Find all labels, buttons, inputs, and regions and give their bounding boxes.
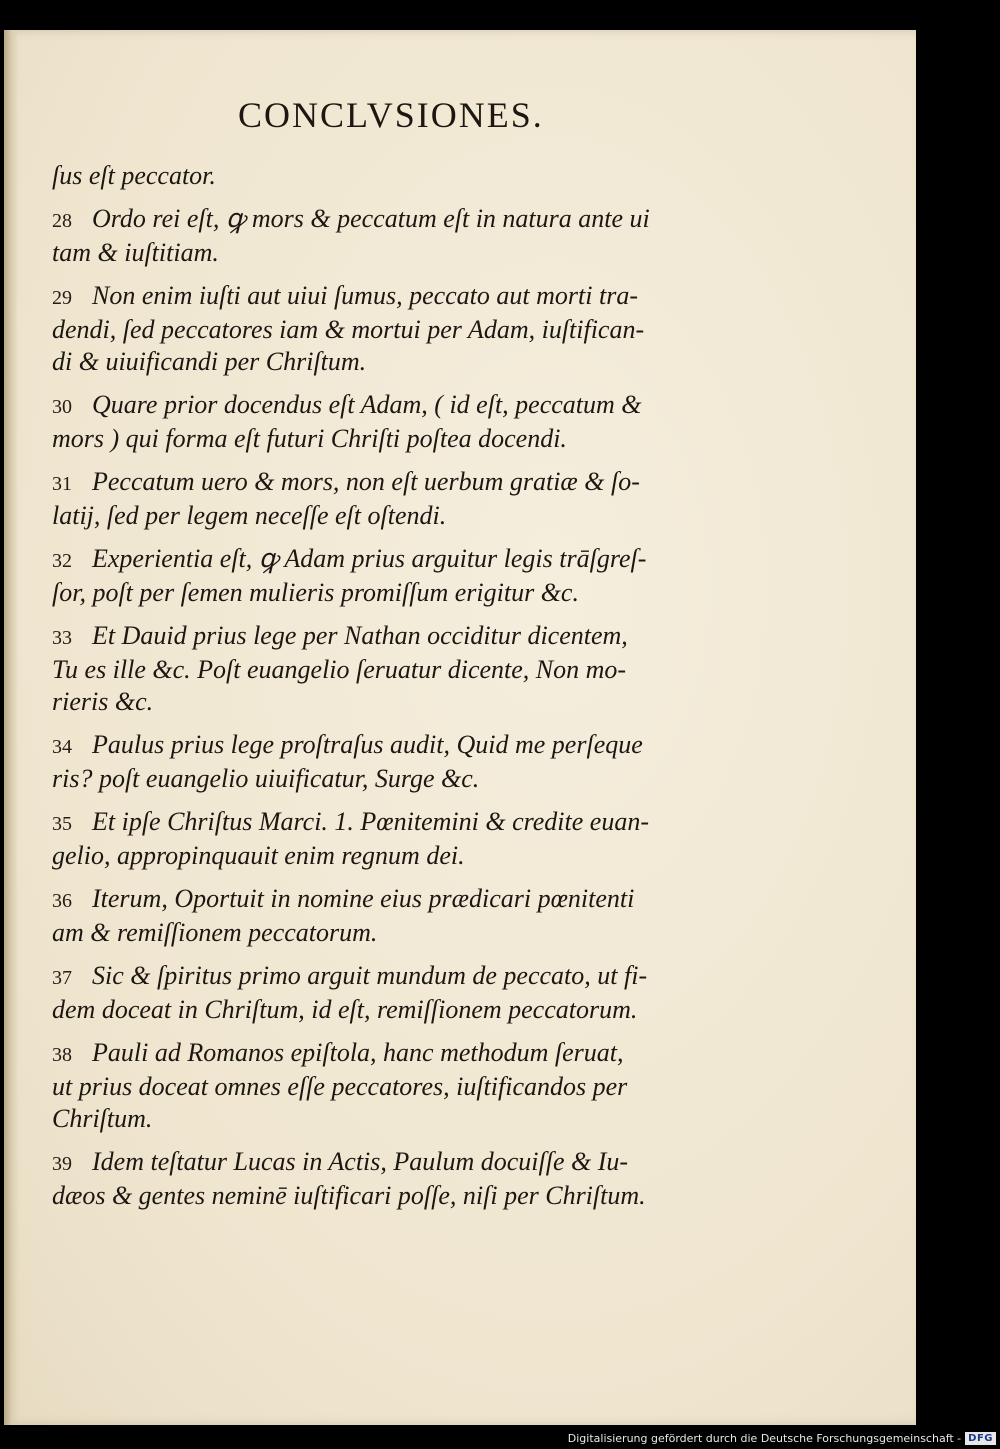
conclusion-number: 29 bbox=[52, 287, 72, 309]
conclusion-paragraph bbox=[52, 160, 912, 192]
text-line bbox=[52, 763, 912, 795]
line-text: Idem teſtatur Lucas in Actis, Paulum docuiſſe & Iu- bbox=[92, 1147, 629, 1176]
dfg-logo-icon: DFG bbox=[965, 1432, 996, 1445]
line-text: am & remiſſionem peccatorum. bbox=[52, 918, 378, 947]
text-line bbox=[52, 1037, 912, 1071]
line-text: Paulus prius lege proſtraſus audit, Quid me perſeque bbox=[92, 730, 643, 759]
conclusion-paragraph bbox=[52, 729, 912, 795]
conclusion-paragraph bbox=[52, 960, 912, 1026]
text-line bbox=[52, 500, 912, 532]
line-text: ſus eſt peccator. bbox=[52, 161, 216, 190]
conclusion-paragraph bbox=[52, 543, 912, 609]
text-line bbox=[52, 237, 912, 269]
text-line bbox=[52, 577, 912, 609]
text-line bbox=[52, 423, 912, 455]
line-text: ſor, poſt per ſemen mulieris promiſſum erigitur &c. bbox=[52, 578, 579, 607]
text-line bbox=[52, 654, 912, 686]
conclusions-text bbox=[52, 160, 912, 1223]
line-text: Tu es ille &c. Poſt euangelio ſeruatur dicente, Non mo- bbox=[52, 655, 627, 684]
line-text: dem doceat in Chriſtum, id eſt, remiſſionem peccatorum. bbox=[52, 995, 638, 1024]
text-line bbox=[52, 686, 912, 718]
text-line bbox=[52, 1180, 912, 1212]
conclusion-paragraph bbox=[52, 389, 912, 455]
text-line bbox=[52, 389, 912, 423]
text-line bbox=[52, 1071, 912, 1103]
conclusion-number: 32 bbox=[52, 550, 72, 572]
footer-credit-text: Digitalisierung gefördert durch die Deutsche Forschungsgemeinschaft - bbox=[567, 1432, 962, 1445]
conclusion-paragraph bbox=[52, 1037, 912, 1135]
text-line bbox=[52, 917, 912, 949]
text-line bbox=[52, 729, 912, 763]
line-text: Et ipſe Chriſtus Marci. 1. Pœnitemini & credite euan- bbox=[92, 807, 649, 836]
line-text: rieris &c. bbox=[52, 687, 154, 716]
text-line bbox=[52, 806, 912, 840]
conclusion-number: 31 bbox=[52, 473, 72, 495]
line-text: latij, ſed per legem neceſſe eſt oſtendi. bbox=[52, 501, 447, 530]
conclusion-paragraph bbox=[52, 280, 912, 378]
running-head: CONCLVSIONES. bbox=[238, 95, 544, 135]
line-text: tam & iuſtitiam. bbox=[52, 238, 219, 267]
text-line bbox=[52, 960, 912, 994]
line-text: Quare prior docendus eſt Adam, ( id eſt, peccatum & bbox=[92, 390, 642, 419]
line-text: Ordo rei eſt, ꝙ mors & peccatum eſt in natura ante ui bbox=[92, 204, 650, 233]
line-text: Pauli ad Romanos epiſtola, hanc methodum ſeruat, bbox=[92, 1038, 624, 1067]
conclusion-paragraph bbox=[52, 466, 912, 532]
line-text: Sic & ſpiritus primo arguit mundum de peccato, ut fi- bbox=[92, 961, 648, 990]
text-line bbox=[52, 883, 912, 917]
footer-credit bbox=[568, 1432, 996, 1445]
text-line bbox=[52, 203, 912, 237]
conclusion-number: 37 bbox=[52, 967, 72, 989]
line-text: Iterum, Oportuit in nomine eius prædicari pœnitenti bbox=[92, 884, 635, 913]
conclusion-number: 30 bbox=[52, 396, 72, 418]
line-text: Chriſtum. bbox=[52, 1104, 153, 1133]
book-page bbox=[4, 30, 916, 1425]
conclusion-number: 38 bbox=[52, 1044, 72, 1066]
conclusion-paragraph bbox=[52, 203, 912, 269]
text-line bbox=[52, 994, 912, 1026]
page-gutter bbox=[4, 30, 18, 1425]
conclusion-number: 33 bbox=[52, 627, 72, 649]
line-text: mors ) qui forma eſt futuri Chriſti poſtea docendi. bbox=[52, 424, 567, 453]
line-text: dendi, ſed peccatores iam & mortui per Adam, iuſtifican- bbox=[52, 315, 645, 344]
text-line bbox=[52, 314, 912, 346]
line-text: gelio, appropinquauit enim regnum dei. bbox=[52, 841, 465, 870]
line-text: di & uiuificandi per Chriſtum. bbox=[52, 347, 367, 376]
line-text: dæos & gentes neminē iuſtificari poſſe, niſi per Chriſtum. bbox=[52, 1181, 646, 1210]
conclusion-number: 34 bbox=[52, 736, 72, 758]
conclusion-number: 36 bbox=[52, 890, 72, 912]
conclusion-paragraph bbox=[52, 883, 912, 949]
line-text: ris? poſt euangelio uiuificatur, Surge &c. bbox=[52, 764, 480, 793]
conclusion-number: 28 bbox=[52, 210, 72, 232]
text-line bbox=[52, 1103, 912, 1135]
line-text: Experientia eſt, ꝙ Adam prius arguitur legis trāſgreſ- bbox=[92, 544, 647, 573]
line-text: ut prius doceat omnes eſſe peccatores, iuſtificandos per bbox=[52, 1072, 628, 1101]
conclusion-number: 39 bbox=[52, 1153, 72, 1175]
conclusion-paragraph bbox=[52, 806, 912, 872]
text-line bbox=[52, 160, 912, 192]
text-line bbox=[52, 620, 912, 654]
text-line bbox=[52, 1146, 912, 1180]
text-line bbox=[52, 280, 912, 314]
conclusion-number: 35 bbox=[52, 813, 72, 835]
conclusion-paragraph bbox=[52, 620, 912, 718]
line-text: Peccatum uero & mors, non eſt uerbum gratiæ & ſo- bbox=[92, 467, 640, 496]
text-line bbox=[52, 466, 912, 500]
text-line bbox=[52, 346, 912, 378]
line-text: Et Dauid prius lege per Nathan occiditur dicentem, bbox=[92, 621, 628, 650]
conclusion-paragraph bbox=[52, 1146, 912, 1212]
text-line bbox=[52, 840, 912, 872]
text-line bbox=[52, 543, 912, 577]
line-text: Non enim iuſti aut uiui ſumus, peccato aut morti tra- bbox=[92, 281, 638, 310]
